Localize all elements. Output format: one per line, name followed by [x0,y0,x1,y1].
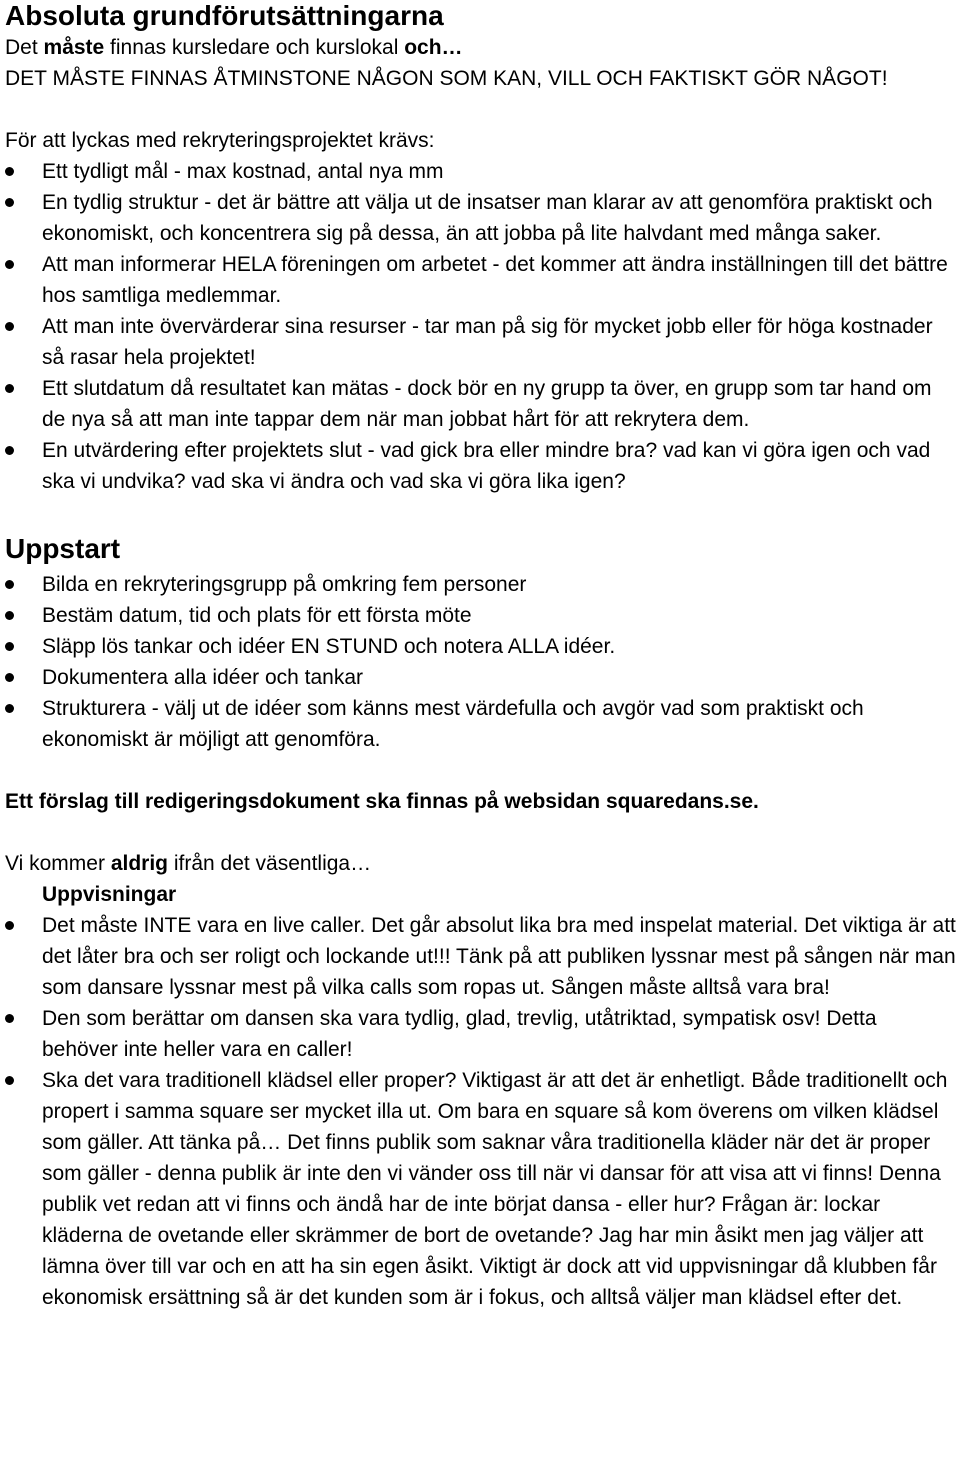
requirements-lead: För att lyckas med rekryteringsprojektet krävs: [5,129,435,152]
essentials-text-2: ifrån det väsentliga… [168,852,372,875]
spacer [5,755,957,786]
list-item: En tydlig struktur - det är bättre att välja ut de insatser man klarar av att genomföra praktiskt och ekonomiskt, och koncentrera sig på dessa, än att jobba på lite halvdant med många saker. [5,187,957,249]
heading-absoluta: Absoluta grundförutsättningarna [5,0,444,31]
list-item: Strukturera - välj ut de idéer som känns mest värdefulla och avgör vad som praktiskt och ekonomiskt är möjligt att genomföra. [5,693,957,755]
list-item: Bestäm datum, tid och plats för ett första möte [5,600,957,631]
essentials-bold: aldrig [110,852,168,875]
redigering-note: Ett förslag till redigeringsdokument ska finnas på websidan squaredans.se. [5,790,759,813]
list-item: Släpp lös tankar och idéer EN STUND och notera ALLA idéer. [5,631,957,662]
intro-text-2: finnas kursledare och kurslokal [104,36,405,59]
list-item: Ett slutdatum då resultatet kan mätas - dock bör en ny grupp ta över, en grupp som tar hand om de nya så att man inte tappar dem när man jobbat hårt för att rekrytera dem. [5,373,957,435]
list-item: Den som berättar om dansen ska vara tydlig, glad, trevlig, utåtriktad, sympatisk osv! Detta behöver inte heller vara en caller! [5,1003,957,1065]
subheading-uppvisningar: Uppvisningar [42,883,177,906]
requirements-list [5,156,957,497]
heading-uppstart: Uppstart [5,533,121,564]
list-item: En utvärdering efter projektets slut - vad gick bra eller mindre bra? vad kan vi göra igen och vad ska vi undvika? vad ska vi ändra och vad ska vi göra lika igen? [5,435,957,497]
essentials-text-1: Vi kommer [5,852,111,875]
list-item: Bilda en rekryteringsgrupp på omkring fem personer [5,569,957,600]
intro-text-1: Det [5,36,44,59]
document-page [5,0,957,1313]
spacer [5,94,957,125]
list-item: Att man informerar HELA föreningen om arbetet - det kommer att ändra inställningen till det bättre hos samtliga medlemmar. [5,249,957,311]
intro-line [5,32,957,63]
intro-bold-2: och… [404,36,463,59]
startup-list [5,569,957,755]
spacer [5,817,957,848]
caps-statement: DET MÅSTE FINNAS ÅTMINSTONE NÅGON SOM KAN, VILL OCH FAKTISKT GÖR NÅGOT! [5,67,888,90]
essentials-line [5,848,957,879]
list-item: Att man inte övervärderar sina resurser - tar man på sig för mycket jobb eller för höga kostnader så rasar hela projektet! [5,311,957,373]
shows-list [5,910,957,1313]
list-item: Det måste INTE vara en live caller. Det går absolut lika bra med inspelat material. Det viktiga är att det låter bra och ser roligt och lockande ut!!! Tänk på att publiken lyssnar mest på sången när man som dansare lyssnar mest på vilka calls som ropas ut. Sången måste alltså vara bra! [5,910,957,1003]
list-item: Dokumentera alla idéer och tankar [5,662,957,693]
list-item: Ska det vara traditionell klädsel eller proper? Viktigast är att det är enhetligt. Både traditionellt och propert i samma square ser mycket illa ut. Om bara en square så kom överens om vilken klädsel som gäller. Att tänka på… Det finns publik som saknar våra traditionella kläder när det är proper som gäller - denna publik är inte den vi vänder oss till när vi dansar för att visa att vi finns! Denna publik vet redan att vi finns och ändå har de inte börjat dansa - eller hur? Frågan är: lockar kläderna de ovetande eller skrämmer de bort de ovetande? Jag har min åsikt men jag väljer att lämna över till var och en att ha sin egen åsikt. Viktigt är dock att vid uppvisningar då klubben får ekonomisk ersättning så är det kunden som är i fokus, och alltså väljer man klädsel efter det. [5,1065,957,1313]
list-item: Ett tydligt mål - max kostnad, antal nya mm [5,156,957,187]
intro-bold-1: måste [43,36,105,59]
spacer [5,497,957,529]
